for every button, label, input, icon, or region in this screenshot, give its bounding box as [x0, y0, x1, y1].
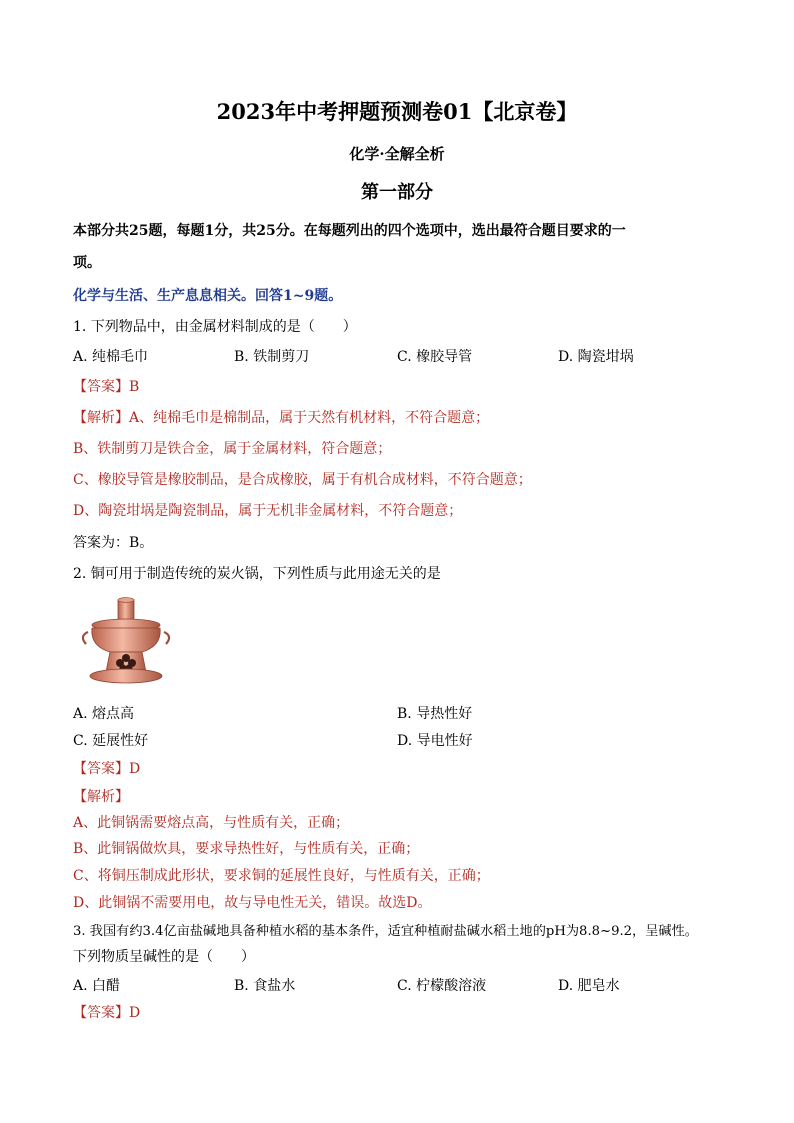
q2-option-b: B. 导热性好 [397, 706, 473, 722]
q2-analysis-label: 【解析】 [73, 789, 129, 805]
q2-option-a: A. 熔点高 [73, 706, 135, 722]
q2-analysis-line: C、将铜压制成此形状，要求铜的延展性良好，与性质有关，正确； [73, 868, 490, 884]
q3-stem-line-2: 下列物质呈碱性的是（ ） [73, 949, 255, 965]
q2-answer: 【答案】D [73, 761, 141, 777]
q2-analysis-line: A、此铜锅需要熔点高，与性质有关，正确； [73, 815, 350, 831]
section-heading: 第一部分 [361, 182, 433, 203]
q3-option-c: C. 柠檬酸溶液 [397, 978, 487, 994]
intro-line-2: 项。 [73, 255, 101, 271]
group-heading: 化学与生活、生产息息相关。回答1~9题。 [73, 288, 343, 304]
q1-conclusion: 答案为：B。 [73, 535, 154, 551]
q3-option-d: D. 肥皂水 [558, 978, 620, 994]
q1-option-a: A. 纯棉毛巾 [73, 349, 149, 365]
q3-option-b: B. 食盐水 [234, 978, 296, 994]
page-title: 2023年中考押题预测卷01【北京卷】 [216, 99, 578, 124]
q1-analysis-line: B、铁制剪刀是铁合金，属于金属材料，符合题意； [73, 441, 392, 457]
page-subtitle: 化学·全解全析 [349, 145, 445, 163]
q1-option-b: B. 铁制剪刀 [234, 349, 310, 365]
q1-answer: 【答案】B [73, 379, 140, 395]
q2-option-c: C. 延展性好 [73, 733, 149, 749]
q3-option-a: A. 白醋 [73, 978, 121, 994]
q1-analysis-line: 【解析】A、纯棉毛巾是棉制品，属于天然有机材料，不符合题意； [73, 410, 490, 426]
q1-option-d: D. 陶瓷坩埚 [558, 349, 634, 365]
q3-stem-line-1: 3. 我国有约3.4亿亩盐碱地具备种植水稻的基本条件，适宜种植耐盐碱水稻土地的pH为8.8~9.2，呈碱性。 [73, 924, 698, 939]
q2-stem: 2. 铜可用于制造传统的炭火锅，下列性质与此用途无关的是 [73, 566, 441, 582]
q2-analysis-line: D、此铜锅不需要用电，故与导电性无关，错误。故选D。 [73, 895, 432, 911]
q2-analysis-line: B、此铜锅做炊具，要求导热性好，与性质有关，正确； [73, 841, 420, 857]
intro-line-1: 本部分共25题，每题1分，共25分。在每题列出的四个选项中，选出最符合题目要求的一 [73, 223, 626, 239]
q1-stem: 1. 下列物品中，由金属材料制成的是（ ） [73, 319, 357, 335]
copper-hotpot-image [76, 594, 176, 690]
q1-analysis-line: C、橡胶导管是橡胶制品，是合成橡胶，属于有机合成材料，不符合题意； [73, 472, 532, 488]
q1-analysis-line: D、陶瓷坩埚是陶瓷制品，属于无机非金属材料，不符合题意； [73, 503, 463, 519]
q2-option-d: D. 导电性好 [397, 733, 473, 749]
q3-answer: 【答案】D [73, 1005, 141, 1021]
q1-option-c: C. 橡胶导管 [397, 349, 473, 365]
